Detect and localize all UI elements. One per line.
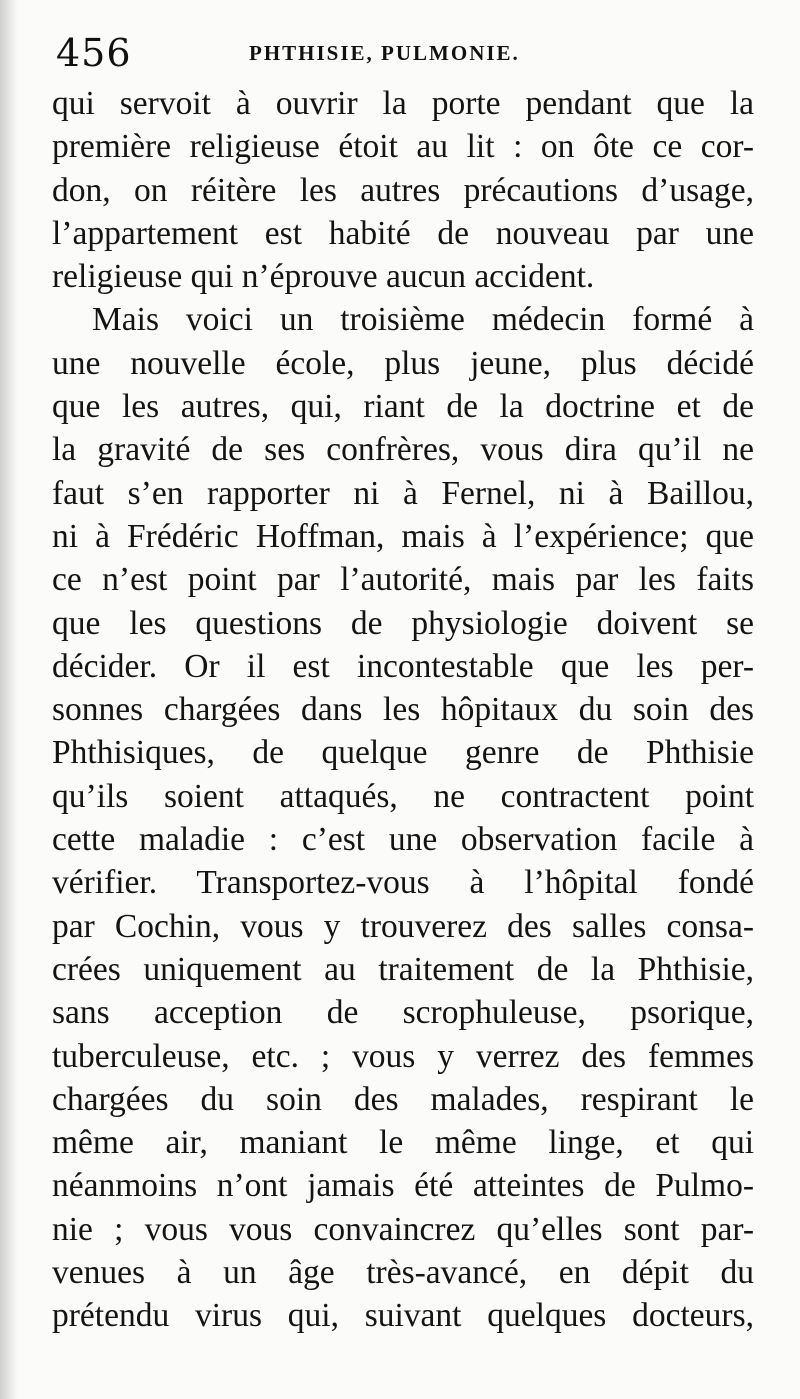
text-line: don, on réitère les autres précautions d’usage, bbox=[52, 171, 754, 209]
text-line: même air, maniant le même linge, et qui bbox=[52, 1124, 754, 1162]
text-line: que les questions de physiologie doivent se bbox=[52, 604, 754, 642]
text-line: l’appartement est habité de nouveau par une bbox=[52, 214, 754, 252]
text-line: qui servoit à ouvrir la porte pendant que la bbox=[52, 85, 754, 122]
text-line: Phthisiques, de quelque genre de Phthisie bbox=[52, 734, 754, 772]
text-line: chargées du soin des malades, respirant le bbox=[52, 1080, 754, 1118]
text-line: Mais voici un troisième médecin formé à bbox=[92, 301, 754, 339]
text-line: néanmoins n’ont jamais été atteintes de Pulmo- bbox=[52, 1167, 754, 1205]
running-head: PHTHISIE, PULMONIE. bbox=[249, 41, 520, 65]
text-line: prétendu virus qui, suivant quelques docteurs, bbox=[52, 1297, 754, 1335]
text-line: nie ; vous vous convaincrez qu’elles sont par- bbox=[52, 1210, 754, 1248]
text-line: une nouvelle école, plus jeune, plus décidé bbox=[52, 344, 754, 382]
page-header bbox=[56, 28, 760, 78]
text-line: venues à un âge très-avancé, en dépit du bbox=[52, 1254, 754, 1292]
page-edge-shadow bbox=[0, 0, 18, 1399]
text-line: par Cochin, vous y trouverez des salles consa- bbox=[52, 907, 754, 945]
text-line: que les autres, qui, riant de la doctrine et de bbox=[52, 388, 754, 426]
text-line: première religieuse étoit au lit : on ôte ce cor- bbox=[52, 128, 754, 166]
text-line: ni à Frédéric Hoffman, mais à l’expérience; que bbox=[52, 517, 754, 555]
body-text bbox=[52, 82, 754, 1338]
page-number: 456 bbox=[56, 31, 132, 75]
text-line: tuberculeuse, etc. ; vous y verrez des femmes bbox=[52, 1037, 754, 1075]
text-line: faut s’en rapporter ni à Fernel, ni à Baillou, bbox=[52, 474, 754, 512]
text-line: sonnes chargées dans les hôpitaux du soin des bbox=[52, 691, 754, 729]
text-line: religieuse qui n’éprouve aucun accident. bbox=[52, 258, 595, 296]
text-line: qu’ils soient attaqués, ne contractent point bbox=[52, 777, 754, 815]
text-line: décider. Or il est incontestable que les per- bbox=[52, 647, 754, 685]
text-line: sans acception de scrophuleuse, psorique, bbox=[52, 994, 754, 1032]
text-line: cette maladie : c’est une observation facile à bbox=[52, 821, 754, 859]
text-line: vérifier. Transportez-vous à l’hôpital fondé bbox=[52, 864, 754, 902]
text-line: ce n’est point par l’autorité, mais par les faits bbox=[52, 561, 754, 599]
text-line: crées uniquement au traitement de la Phthisie, bbox=[52, 950, 754, 988]
text-line: la gravité de ses confrères, vous dira qu’il ne bbox=[52, 431, 754, 469]
